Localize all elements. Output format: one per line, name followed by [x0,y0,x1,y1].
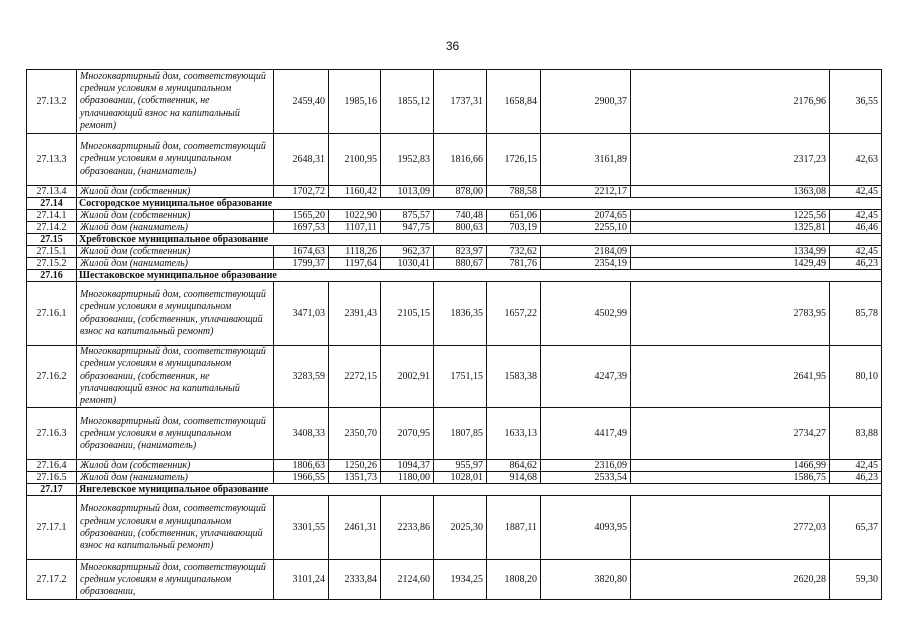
tariff-table [26,69,882,600]
value-cell: 2533,54 [541,472,631,484]
value-cell: 1160,42 [329,186,381,198]
value-cell: 3101,24 [274,560,329,600]
row-code: 27.13.2 [27,70,77,134]
table-row [27,186,882,198]
value-cell: 1107,11 [329,222,381,234]
value-cell: 1737,31 [434,70,487,134]
value-cell: 1094,37 [381,460,434,472]
table-row [27,560,882,600]
row-description: Многоквартирный дом, соответствующий средним условиям в муниципальном образовании, (собственник, не уплачивающий взнос на капитальный ремонт) [77,70,274,134]
row-code: 27.13.4 [27,186,77,198]
value-cell: 1806,63 [274,460,329,472]
section-name: Янгелевское муниципальное образование [77,484,882,496]
row-code: 27.14.2 [27,222,77,234]
value-cell: 3820,80 [541,560,631,600]
section-code: 27.15 [27,234,77,246]
value-cell: 65,37 [830,496,882,560]
value-cell: 1751,15 [434,346,487,408]
value-cell: 823,97 [434,246,487,258]
value-cell: 2620,28 [631,560,830,600]
value-cell: 46,23 [830,472,882,484]
row-code: 27.17.1 [27,496,77,560]
value-cell: 880,67 [434,258,487,270]
value-cell: 875,57 [381,210,434,222]
value-cell: 1934,25 [434,560,487,600]
value-cell: 1250,26 [329,460,381,472]
page-number: 36 [445,39,460,53]
value-cell: 1836,35 [434,282,487,346]
row-code: 27.15.1 [27,246,77,258]
value-cell: 1697,53 [274,222,329,234]
section-name: Сосгородское муниципальное образование [77,198,882,210]
value-cell: 2255,10 [541,222,631,234]
value-cell: 42,45 [830,246,882,258]
value-cell: 955,97 [434,460,487,472]
value-cell: 80,10 [830,346,882,408]
row-code: 27.17.2 [27,560,77,600]
row-description: Жилой дом (собственник) [77,186,274,198]
table-row [27,472,882,484]
section-code: 27.14 [27,198,77,210]
value-cell: 962,37 [381,246,434,258]
section-row [27,234,882,246]
row-description: Многоквартирный дом, соответствующий средним условиям в муниципальном образовании, (наниматель) [77,134,274,186]
value-cell: 1658,84 [487,70,541,134]
row-code: 27.16.2 [27,346,77,408]
value-cell: 3161,89 [541,134,631,186]
value-cell: 42,45 [830,210,882,222]
value-cell: 1429,49 [631,258,830,270]
value-cell: 1674,63 [274,246,329,258]
value-cell: 2176,96 [631,70,830,134]
value-cell: 1799,37 [274,258,329,270]
table-row [27,210,882,222]
value-cell: 781,76 [487,258,541,270]
value-cell: 36,55 [830,70,882,134]
row-code: 27.16.5 [27,472,77,484]
row-code: 27.16.4 [27,460,77,472]
value-cell: 2124,60 [381,560,434,600]
section-name: Шестаковское муниципальное образование [77,270,882,282]
value-cell: 1363,08 [631,186,830,198]
value-cell: 1197,64 [329,258,381,270]
value-cell: 947,75 [381,222,434,234]
value-cell: 2459,40 [274,70,329,134]
value-cell: 4417,49 [541,408,631,460]
row-description: Многоквартирный дом, соответствующий средним условиям в муниципальном образовании, (наниматель) [77,408,274,460]
value-cell: 1855,12 [381,70,434,134]
value-cell: 83,88 [830,408,882,460]
value-cell: 2105,15 [381,282,434,346]
value-cell: 2070,95 [381,408,434,460]
table-row [27,282,882,346]
section-name: Хребтовское муниципальное образование [77,234,882,246]
table-row [27,134,882,186]
value-cell: 85,78 [830,282,882,346]
section-row [27,270,882,282]
value-cell: 2350,70 [329,408,381,460]
value-cell: 1022,90 [329,210,381,222]
row-code: 27.16.1 [27,282,77,346]
value-cell: 1565,20 [274,210,329,222]
value-cell: 1586,75 [631,472,830,484]
value-cell: 1887,11 [487,496,541,560]
value-cell: 1180,00 [381,472,434,484]
value-cell: 878,00 [434,186,487,198]
value-cell: 2272,15 [329,346,381,408]
value-cell: 2025,30 [434,496,487,560]
value-cell: 2900,37 [541,70,631,134]
value-cell: 788,58 [487,186,541,198]
value-cell: 2317,23 [631,134,830,186]
value-cell: 1985,16 [329,70,381,134]
row-description: Многоквартирный дом, соответствующий средним условиям в муниципальном образовании, [77,560,274,600]
row-code: 27.14.1 [27,210,77,222]
row-code: 27.15.2 [27,258,77,270]
value-cell: 46,46 [830,222,882,234]
value-cell: 2002,91 [381,346,434,408]
value-cell: 1466,99 [631,460,830,472]
row-code: 27.16.3 [27,408,77,460]
value-cell: 1657,22 [487,282,541,346]
value-cell: 1583,38 [487,346,541,408]
value-cell: 42,63 [830,134,882,186]
value-cell: 1702,72 [274,186,329,198]
row-description: Многоквартирный дом, соответствующий средним условиям в муниципальном образовании, (собственник, уплачивающий взнос на капитальный ремонт) [77,282,274,346]
value-cell: 2641,95 [631,346,830,408]
value-cell: 1726,15 [487,134,541,186]
value-cell: 3283,59 [274,346,329,408]
table-row [27,460,882,472]
value-cell: 59,30 [830,560,882,600]
value-cell: 4502,99 [541,282,631,346]
table-row [27,70,882,134]
value-cell: 703,19 [487,222,541,234]
value-cell: 42,45 [830,460,882,472]
value-cell: 651,06 [487,210,541,222]
value-cell: 2074,65 [541,210,631,222]
value-cell: 2354,19 [541,258,631,270]
value-cell: 2333,84 [329,560,381,600]
value-cell: 864,62 [487,460,541,472]
value-cell: 2212,17 [541,186,631,198]
row-description: Многоквартирный дом, соответствующий средним условиям в муниципальном образовании, (собственник, уплачивающий взнос на капитальный ремонт) [77,496,274,560]
table-row [27,408,882,460]
value-cell: 2100,95 [329,134,381,186]
value-cell: 1952,83 [381,134,434,186]
value-cell: 3408,33 [274,408,329,460]
value-cell: 2316,09 [541,460,631,472]
section-row [27,484,882,496]
value-cell: 4093,95 [541,496,631,560]
value-cell: 2184,09 [541,246,631,258]
value-cell: 1013,09 [381,186,434,198]
value-cell: 2391,43 [329,282,381,346]
value-cell: 740,48 [434,210,487,222]
value-cell: 2783,95 [631,282,830,346]
row-description: Жилой дом (собственник) [77,210,274,222]
value-cell: 1808,20 [487,560,541,600]
section-code: 27.16 [27,270,77,282]
value-cell: 1325,81 [631,222,830,234]
value-cell: 3301,55 [274,496,329,560]
value-cell: 1351,73 [329,472,381,484]
value-cell: 1028,01 [434,472,487,484]
value-cell: 914,68 [487,472,541,484]
table-row [27,258,882,270]
row-description: Жилой дом (наниматель) [77,258,274,270]
table-row [27,246,882,258]
value-cell: 1966,55 [274,472,329,484]
table-row [27,346,882,408]
value-cell: 42,45 [830,186,882,198]
value-cell: 1030,41 [381,258,434,270]
row-description: Жилой дом (наниматель) [77,222,274,234]
table-row [27,222,882,234]
value-cell: 2648,31 [274,134,329,186]
value-cell: 1807,85 [434,408,487,460]
value-cell: 2734,27 [631,408,830,460]
row-code: 27.13.3 [27,134,77,186]
value-cell: 4247,39 [541,346,631,408]
value-cell: 732,62 [487,246,541,258]
value-cell: 1118,26 [329,246,381,258]
row-description: Многоквартирный дом, соответствующий средним условиям в муниципальном образовании, (собственник, не уплачивающий взнос на капитальный ремонт) [77,346,274,408]
value-cell: 1334,99 [631,246,830,258]
value-cell: 1816,66 [434,134,487,186]
value-cell: 1225,56 [631,210,830,222]
row-description: Жилой дом (собственник) [77,246,274,258]
value-cell: 2461,31 [329,496,381,560]
section-row [27,198,882,210]
row-description: Жилой дом (собственник) [77,460,274,472]
row-description: Жилой дом (наниматель) [77,472,274,484]
value-cell: 2233,86 [381,496,434,560]
value-cell: 1633,13 [487,408,541,460]
value-cell: 800,63 [434,222,487,234]
table-row [27,496,882,560]
value-cell: 3471,03 [274,282,329,346]
section-code: 27.17 [27,484,77,496]
value-cell: 46,23 [830,258,882,270]
value-cell: 2772,03 [631,496,830,560]
